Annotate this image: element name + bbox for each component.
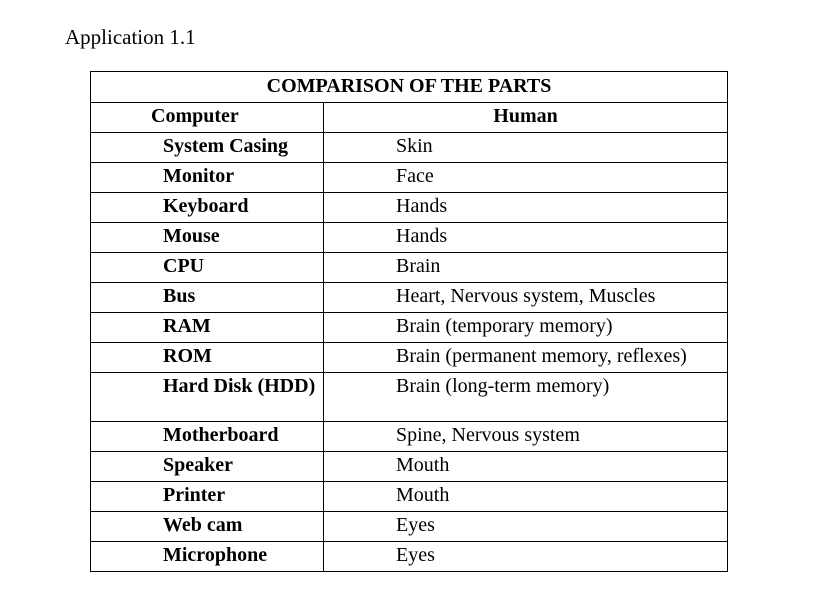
computer-part-cell: Microphone [91,542,324,572]
table-row [91,133,728,163]
table-header-row [91,103,728,133]
table-row [91,422,728,452]
human-part-cell: Skin [324,133,728,163]
computer-part-cell: System Casing [91,133,324,163]
table-row [91,313,728,343]
computer-part-cell: Keyboard [91,193,324,223]
human-part-cell: Hands [324,193,728,223]
table-row [91,223,728,253]
table-row [91,373,728,422]
human-part-cell: Mouth [324,482,728,512]
human-part-cell: Brain (temporary memory) [324,313,728,343]
human-part-cell: Eyes [324,512,728,542]
computer-part-cell: Monitor [91,163,324,193]
table-row [91,163,728,193]
table-title: COMPARISON OF THE PARTS [91,72,728,103]
table-row [91,542,728,572]
computer-part-cell: Web cam [91,512,324,542]
human-part-cell: Brain (permanent memory, reflexes) [324,343,728,373]
computer-part-cell: Bus [91,283,324,313]
table-row [91,283,728,313]
comparison-table [90,71,728,572]
column-header-human: Human [324,103,728,133]
column-header-computer: Computer [91,103,324,133]
table-row [91,343,728,373]
table-row [91,512,728,542]
human-part-cell: Hands [324,223,728,253]
computer-part-cell: Motherboard [91,422,324,452]
page-heading: Application 1.1 [65,25,196,49]
computer-part-cell: ROM [91,343,324,373]
computer-part-cell: Mouse [91,223,324,253]
human-part-cell: Eyes [324,542,728,572]
table-row [91,193,728,223]
computer-part-cell: Speaker [91,452,324,482]
computer-part-cell: CPU [91,253,324,283]
human-part-cell: Heart, Nervous system, Muscles [324,283,728,313]
computer-part-cell: RAM [91,313,324,343]
human-part-cell: Mouth [324,452,728,482]
table-row [91,482,728,512]
table-row [91,253,728,283]
human-part-cell: Spine, Nervous system [324,422,728,452]
human-part-cell: Brain (long-term memory) [324,373,728,422]
computer-part-cell: Hard Disk (HDD) [91,373,324,422]
table-row [91,452,728,482]
table-title-row [91,72,728,103]
human-part-cell: Brain [324,253,728,283]
human-part-cell: Face [324,163,728,193]
computer-part-cell: Printer [91,482,324,512]
